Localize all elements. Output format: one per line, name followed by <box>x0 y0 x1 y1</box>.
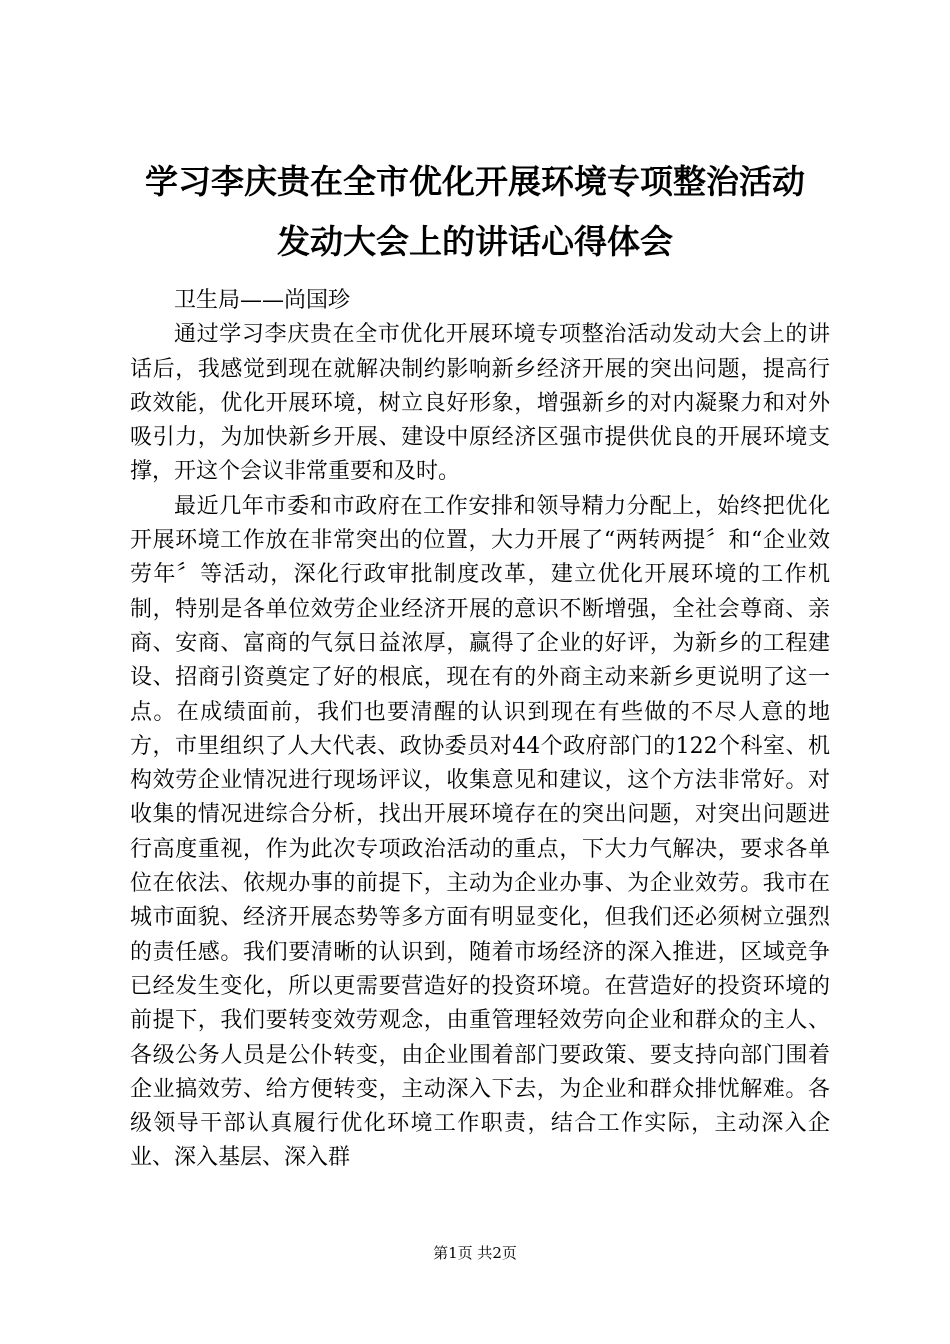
author-line: 卫生局——尚国珍 <box>174 288 351 313</box>
page-number-footer: 第1页 共2页 <box>433 1244 517 1262</box>
document-title-line-2: 发动大会上的讲话心得体会 <box>277 222 673 261</box>
document-title-line-1: 学习李庆贵在全市优化开展环境专项整治活动 <box>145 162 805 201</box>
paragraph-1: 通过学习李庆贵在全市优化开展环境专项整治活动发动大会上的讲话后，我感觉到现在就解决制约影响新乡经济开展的突出问题，提高行政效能，优化开展环境，树立良好形象，增强新乡的对内凝聚力和对外吸引力，为加快新乡开展、建设中原经济区强市提供优良的开展环境支撑，开这个会议非常重要和及时。 <box>130 322 830 485</box>
paragraph-2: 最近几年市委和市政府在工作安排和领导精力分配上，始终把优化开展环境工作放在非常突出的位置，大力开展了“两转两提〞和“企业效劳年〞等活动，深化行政审批制度改革，建立优化开展环境的工作机制，特别是各单位效劳企业经济开展的意识不断增强，全社会尊商、亲商、安商、富商的气氛日益浓厚，赢得了企业的好评，为新乡的工程建设、招商引资奠定了好的根底，现在有的外商主动来新乡更说明了这一点。在成绩面前，我们也要清醒的认识到现在有些做的不尽人意的地方，市里组织了人大代表、政协委员对44个政府部门的122个科室、机构效劳企业情况进行现场评议，收集意见和建议，这个方法非常好。对收集的情况进综合分析，找出开展环境存在的突出问题，对突出问题进行高度重视，作为此次专项政治活动的重点，下大力气解决，要求各单位在依法、依规办事的前提下，主动为企业办事、为企业效劳。我市在城市面貌、经济开展态势等多方面有明显变化，但我们还必须树立强烈的责任感。我们要清晰的认识到，随着市场经济的深入推进，区域竞争已经发生变化，所以更需要营造好的投资环境。在营造好的投资环境的前提下，我们要转变效劳观念，由重管理轻效劳向企业和群众的主人、各级公务人员是公仆转变，由企业围着部门要政策、要支持向部门围着企业搞效劳、给方便转变，主动深入下去，为企业和群众排忧解难。各级领导干部认真履行优化环境工作职责，结合工作实际，主动深入企业、深入基层、深入群 <box>130 493 830 1171</box>
document-body <box>130 284 830 1176</box>
